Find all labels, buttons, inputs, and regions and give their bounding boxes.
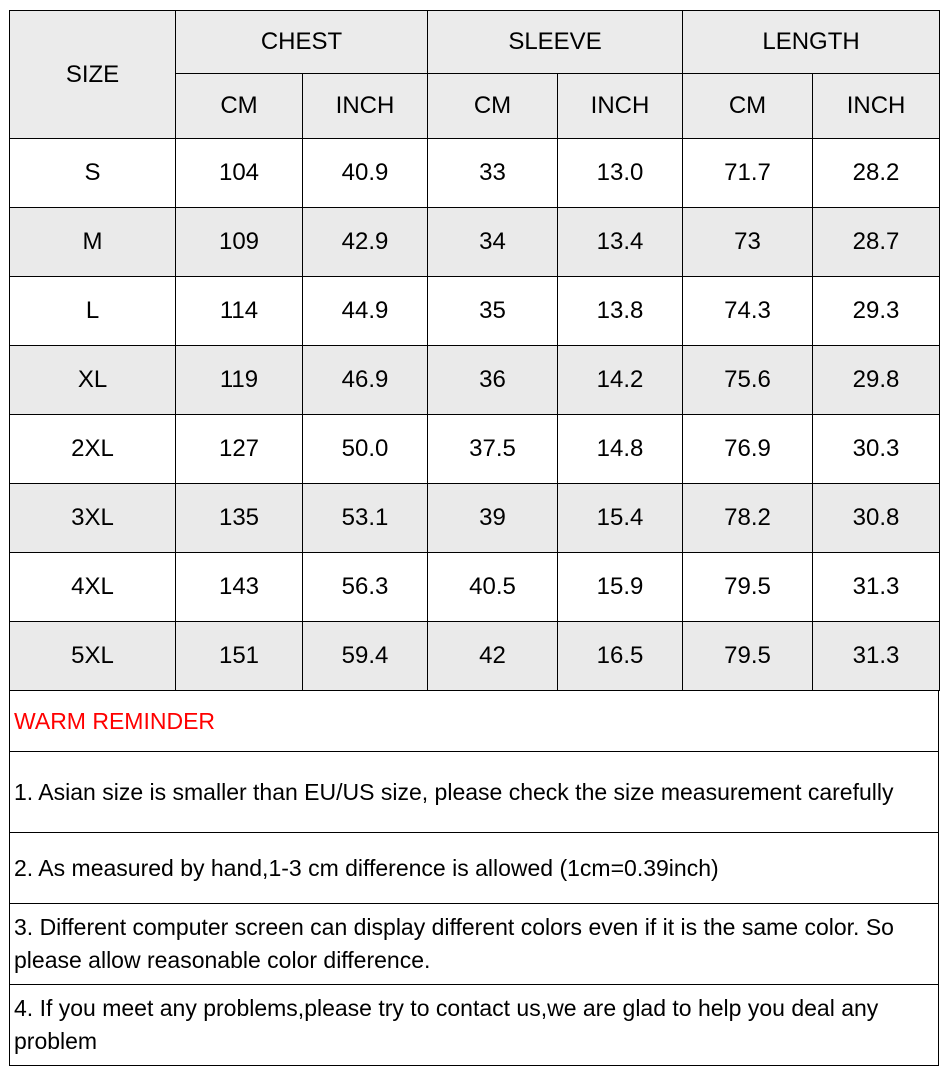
sleeve-inch-cell: 15.4 — [558, 484, 683, 553]
length-header: LENGTH — [683, 11, 940, 74]
reminder-title: WARM REMINDER — [10, 691, 939, 752]
size-cell: M — [10, 208, 176, 277]
chest-cm-cell: 143 — [176, 553, 303, 622]
sleeve-inch-header: INCH — [558, 74, 683, 139]
sleeve-cm-cell: 34 — [428, 208, 558, 277]
length-cm-cell: 74.3 — [683, 277, 813, 346]
chest-cm-header: CM — [176, 74, 303, 139]
size-chart — [9, 10, 939, 1066]
chest-inch-cell: 50.0 — [303, 415, 428, 484]
chest-inch-cell: 44.9 — [303, 277, 428, 346]
size-cell: L — [10, 277, 176, 346]
length-inch-cell: 28.7 — [813, 208, 940, 277]
sleeve-cm-cell: 35 — [428, 277, 558, 346]
table-row — [10, 415, 940, 484]
table-row — [10, 277, 940, 346]
length-inch-cell: 29.8 — [813, 346, 940, 415]
table-row — [10, 622, 940, 691]
length-inch-cell: 31.3 — [813, 622, 940, 691]
table-row — [10, 139, 940, 208]
sleeve-cm-header: CM — [428, 74, 558, 139]
length-cm-cell: 75.6 — [683, 346, 813, 415]
chest-cm-cell: 114 — [176, 277, 303, 346]
reminder-note: 1. Asian size is smaller than EU/US size, please check the size measurement carefully — [10, 752, 939, 833]
chest-cm-cell: 151 — [176, 622, 303, 691]
sleeve-inch-cell: 13.4 — [558, 208, 683, 277]
table-row — [10, 484, 940, 553]
chest-inch-cell: 42.9 — [303, 208, 428, 277]
size-cell: S — [10, 139, 176, 208]
chest-inch-cell: 53.1 — [303, 484, 428, 553]
reminder-note: 4. If you meet any problems,please try to contact us,we are glad to help you deal any problem — [10, 985, 939, 1066]
reminder-section — [9, 691, 939, 1066]
length-inch-cell: 30.8 — [813, 484, 940, 553]
length-inch-cell: 30.3 — [813, 415, 940, 484]
sleeve-cm-cell: 37.5 — [428, 415, 558, 484]
size-table — [9, 10, 940, 691]
sleeve-cm-cell: 39 — [428, 484, 558, 553]
length-cm-cell: 79.5 — [683, 553, 813, 622]
chest-cm-cell: 104 — [176, 139, 303, 208]
sleeve-inch-cell: 13.0 — [558, 139, 683, 208]
sleeve-inch-cell: 15.9 — [558, 553, 683, 622]
length-inch-cell: 29.3 — [813, 277, 940, 346]
chest-cm-cell: 119 — [176, 346, 303, 415]
size-cell: 2XL — [10, 415, 176, 484]
chest-inch-cell: 59.4 — [303, 622, 428, 691]
chest-inch-cell: 40.9 — [303, 139, 428, 208]
sleeve-inch-cell: 16.5 — [558, 622, 683, 691]
length-cm-cell: 73 — [683, 208, 813, 277]
length-cm-cell: 76.9 — [683, 415, 813, 484]
size-header: SIZE — [10, 11, 176, 139]
length-inch-cell: 31.3 — [813, 553, 940, 622]
size-cell: XL — [10, 346, 176, 415]
sleeve-cm-cell: 42 — [428, 622, 558, 691]
size-cell: 3XL — [10, 484, 176, 553]
table-row — [10, 346, 940, 415]
length-cm-cell: 71.7 — [683, 139, 813, 208]
table-row — [10, 553, 940, 622]
sleeve-inch-cell: 14.2 — [558, 346, 683, 415]
table-header-row — [10, 11, 940, 74]
length-inch-cell: 28.2 — [813, 139, 940, 208]
length-cm-cell: 79.5 — [683, 622, 813, 691]
sleeve-header: SLEEVE — [428, 11, 683, 74]
length-inch-header: INCH — [813, 74, 940, 139]
chest-inch-cell: 56.3 — [303, 553, 428, 622]
size-cell: 5XL — [10, 622, 176, 691]
table-row — [10, 208, 940, 277]
chest-inch-header: INCH — [303, 74, 428, 139]
sleeve-cm-cell: 33 — [428, 139, 558, 208]
reminder-note: 2. As measured by hand,1-3 cm difference is allowed (1cm=0.39inch) — [10, 833, 939, 904]
sleeve-inch-cell: 13.8 — [558, 277, 683, 346]
chest-cm-cell: 109 — [176, 208, 303, 277]
chest-cm-cell: 127 — [176, 415, 303, 484]
sleeve-cm-cell: 36 — [428, 346, 558, 415]
sleeve-cm-cell: 40.5 — [428, 553, 558, 622]
length-cm-cell: 78.2 — [683, 484, 813, 553]
chest-cm-cell: 135 — [176, 484, 303, 553]
chest-inch-cell: 46.9 — [303, 346, 428, 415]
length-cm-header: CM — [683, 74, 813, 139]
chest-header: CHEST — [176, 11, 428, 74]
sleeve-inch-cell: 14.8 — [558, 415, 683, 484]
table-body — [10, 139, 940, 691]
size-cell: 4XL — [10, 553, 176, 622]
reminder-note: 3. Different computer screen can display different colors even if it is the same color. So please allow reasonable color difference. — [10, 904, 939, 985]
